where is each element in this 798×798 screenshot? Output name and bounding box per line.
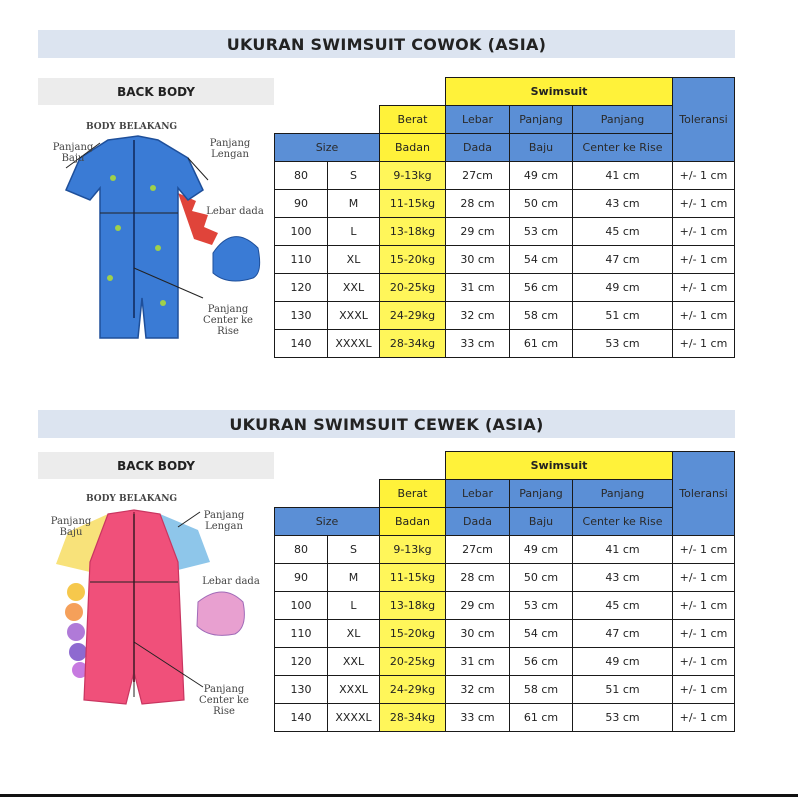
lebar-header: Lebar (446, 480, 510, 508)
panjang-lengan-label: Panjang Lengan (209, 138, 251, 160)
table-row (275, 620, 735, 648)
table-cell: 61 cm (510, 330, 573, 358)
table-row (275, 162, 735, 190)
table-cell: 100 (275, 592, 328, 620)
table-cell: 29 cm (446, 218, 510, 246)
swimsuit-group-header: Swimsuit (446, 78, 673, 106)
table-cell: 54 cm (510, 620, 573, 648)
table-cell: 30 cm (446, 246, 510, 274)
table-cell: XL (328, 246, 380, 274)
back-body-label-girls (38, 452, 274, 479)
table-cell: +/- 1 cm (673, 162, 735, 190)
table-cell: 49 cm (510, 536, 573, 564)
table-cell: 53 cm (510, 218, 573, 246)
table-row (275, 536, 735, 564)
table-cell: 130 (275, 302, 328, 330)
back-body-text: BACK BODY (117, 84, 195, 99)
center-ke-rise-header: Center ke Rise (573, 134, 673, 162)
table-cell: 53 cm (510, 592, 573, 620)
table-cell: 50 cm (510, 190, 573, 218)
table-cell: 58 cm (510, 302, 573, 330)
panjang-lengan-label: Panjang Lengan (203, 510, 245, 532)
table-cell: 50 cm (510, 564, 573, 592)
table-row (275, 648, 735, 676)
table-cell: 47 cm (573, 246, 673, 274)
baju-header: Baju (510, 134, 573, 162)
table-row (275, 302, 735, 330)
table-cell: +/- 1 cm (673, 648, 735, 676)
size-header: Size (275, 134, 380, 162)
table-cell: 32 cm (446, 302, 510, 330)
table-cell: 30 cm (446, 620, 510, 648)
table-row (275, 190, 735, 218)
table-cell: 47 cm (573, 620, 673, 648)
panjang-header: Panjang (510, 480, 573, 508)
dada-header: Dada (446, 508, 510, 536)
table-cell: L (328, 592, 380, 620)
table-cell: +/- 1 cm (673, 330, 735, 358)
table-cell: S (328, 536, 380, 564)
ruffle-decoration (65, 583, 88, 678)
table-cell: 110 (275, 246, 328, 274)
table-cell: +/- 1 cm (673, 676, 735, 704)
table-cell: 33 cm (446, 704, 510, 732)
table-cell: 29 cm (446, 592, 510, 620)
table-cell: 31 cm (446, 274, 510, 302)
table-row (275, 704, 735, 732)
back-body-label-boys (38, 78, 274, 105)
table-cell: 28 cm (446, 564, 510, 592)
swimsuit-diagram-girls (38, 492, 288, 742)
table-cell: 51 cm (573, 676, 673, 704)
baju-header: Baju (510, 508, 573, 536)
table-cell: 140 (275, 330, 328, 358)
panjang-center-header: Panjang (573, 106, 673, 134)
table-row (275, 274, 735, 302)
table-cell: 58 cm (510, 676, 573, 704)
table-cell: S (328, 162, 380, 190)
table-cell: XXXL (328, 302, 380, 330)
table-cell: XL (328, 620, 380, 648)
table-cell: 33 cm (446, 330, 510, 358)
section-title: UKURAN SWIMSUIT CEWEK (ASIA) (229, 414, 544, 434)
panjang-baju-label: Panjang Baju (50, 516, 92, 538)
table-cell: 24-29kg (380, 302, 446, 330)
lebar-dada-label: Lebar dada (206, 206, 264, 217)
section-title: UKURAN SWIMSUIT COWOK (ASIA) (226, 34, 547, 54)
lebar-dada-label: Lebar dada (202, 576, 260, 587)
dada-header: Dada (446, 134, 510, 162)
section-title-banner-boys (38, 30, 735, 58)
table-cell: 53 cm (573, 704, 673, 732)
table-row (275, 330, 735, 358)
table-cell: +/- 1 cm (673, 536, 735, 564)
table-cell: +/- 1 cm (673, 218, 735, 246)
table-cell: +/- 1 cm (673, 246, 735, 274)
table-cell: 9-13kg (380, 162, 446, 190)
table-cell: 15-20kg (380, 246, 446, 274)
table-cell: +/- 1 cm (673, 564, 735, 592)
table-cell: 49 cm (510, 162, 573, 190)
size-header: Size (275, 508, 380, 536)
table-cell: 100 (275, 218, 328, 246)
swim-cap (213, 237, 260, 281)
table-cell: XXL (328, 274, 380, 302)
table-cell: 27cm (446, 162, 510, 190)
badan-header: Badan (380, 508, 446, 536)
table-cell: 45 cm (573, 218, 673, 246)
table-cell: 45 cm (573, 592, 673, 620)
table-cell: 15-20kg (380, 620, 446, 648)
panjang-center-label: Panjang Center ke Rise (203, 304, 253, 337)
table-cell: +/- 1 cm (673, 592, 735, 620)
table-cell: M (328, 564, 380, 592)
table-cell: +/- 1 cm (673, 274, 735, 302)
table-cell: 80 (275, 162, 328, 190)
table-cell: L (328, 218, 380, 246)
table-cell: 43 cm (573, 190, 673, 218)
berat-header: Berat (380, 106, 446, 134)
table-cell: 51 cm (573, 302, 673, 330)
table-cell: +/- 1 cm (673, 190, 735, 218)
table-cell: 140 (275, 704, 328, 732)
table-cell: 110 (275, 620, 328, 648)
back-body-text: BACK BODY (117, 458, 195, 473)
toleransi-header: Toleransi (673, 78, 735, 162)
body-belakang-label: BODY BELAKANG (86, 122, 178, 132)
lebar-header: Lebar (446, 106, 510, 134)
table-cell: 11-15kg (380, 564, 446, 592)
table-cell: 31 cm (446, 648, 510, 676)
berat-header: Berat (380, 480, 446, 508)
table-cell: 28-34kg (380, 704, 446, 732)
table-cell: +/- 1 cm (673, 620, 735, 648)
table-cell: 120 (275, 274, 328, 302)
table-cell: 90 (275, 190, 328, 218)
table-cell: 120 (275, 648, 328, 676)
table-cell: 28-34kg (380, 330, 446, 358)
panjang-center-header: Panjang (573, 480, 673, 508)
table-cell: M (328, 190, 380, 218)
table-cell: XXXL (328, 676, 380, 704)
table-cell: 24-29kg (380, 676, 446, 704)
table-row (275, 218, 735, 246)
panjang-header: Panjang (510, 106, 573, 134)
table-cell: 53 cm (573, 330, 673, 358)
table-cell: 32 cm (446, 676, 510, 704)
table-cell: 13-18kg (380, 218, 446, 246)
section-title-banner-girls (38, 410, 735, 438)
table-cell: 56 cm (510, 274, 573, 302)
table-row (275, 246, 735, 274)
table-cell: 130 (275, 676, 328, 704)
table-cell: 13-18kg (380, 592, 446, 620)
swimsuit-group-header: Swimsuit (446, 452, 673, 480)
table-cell: 49 cm (573, 648, 673, 676)
table-cell: 61 cm (510, 704, 573, 732)
table-cell: 41 cm (573, 536, 673, 564)
table-cell: +/- 1 cm (673, 302, 735, 330)
table-cell: 20-25kg (380, 648, 446, 676)
table-cell: 80 (275, 536, 328, 564)
table-cell: 11-15kg (380, 190, 446, 218)
table-row (275, 564, 735, 592)
table-cell: 49 cm (573, 274, 673, 302)
table-cell: +/- 1 cm (673, 704, 735, 732)
bottom-border (0, 794, 798, 797)
table-cell: XXL (328, 648, 380, 676)
panjang-baju-label: Panjang Baju (52, 142, 94, 164)
table-cell: 27cm (446, 536, 510, 564)
table-cell: 28 cm (446, 190, 510, 218)
toleransi-header: Toleransi (673, 452, 735, 536)
table-cell: 90 (275, 564, 328, 592)
table-cell: 20-25kg (380, 274, 446, 302)
table-cell: XXXXL (328, 330, 380, 358)
spike-decoration (178, 193, 218, 245)
table-cell: 9-13kg (380, 536, 446, 564)
table-cell: 41 cm (573, 162, 673, 190)
swim-cap (197, 592, 244, 635)
table-cell: 56 cm (510, 648, 573, 676)
swimsuit-diagram-boys (38, 118, 288, 368)
body-belakang-label: BODY BELAKANG (86, 494, 178, 504)
table-cell: 54 cm (510, 246, 573, 274)
table-cell: 43 cm (573, 564, 673, 592)
panjang-center-label: Panjang Center ke Rise (199, 684, 249, 717)
table-row (275, 592, 735, 620)
size-table-boys (274, 77, 735, 358)
badan-header: Badan (380, 134, 446, 162)
size-table-girls (274, 451, 735, 732)
center-ke-rise-header: Center ke Rise (573, 508, 673, 536)
table-row (275, 676, 735, 704)
table-cell: XXXXL (328, 704, 380, 732)
